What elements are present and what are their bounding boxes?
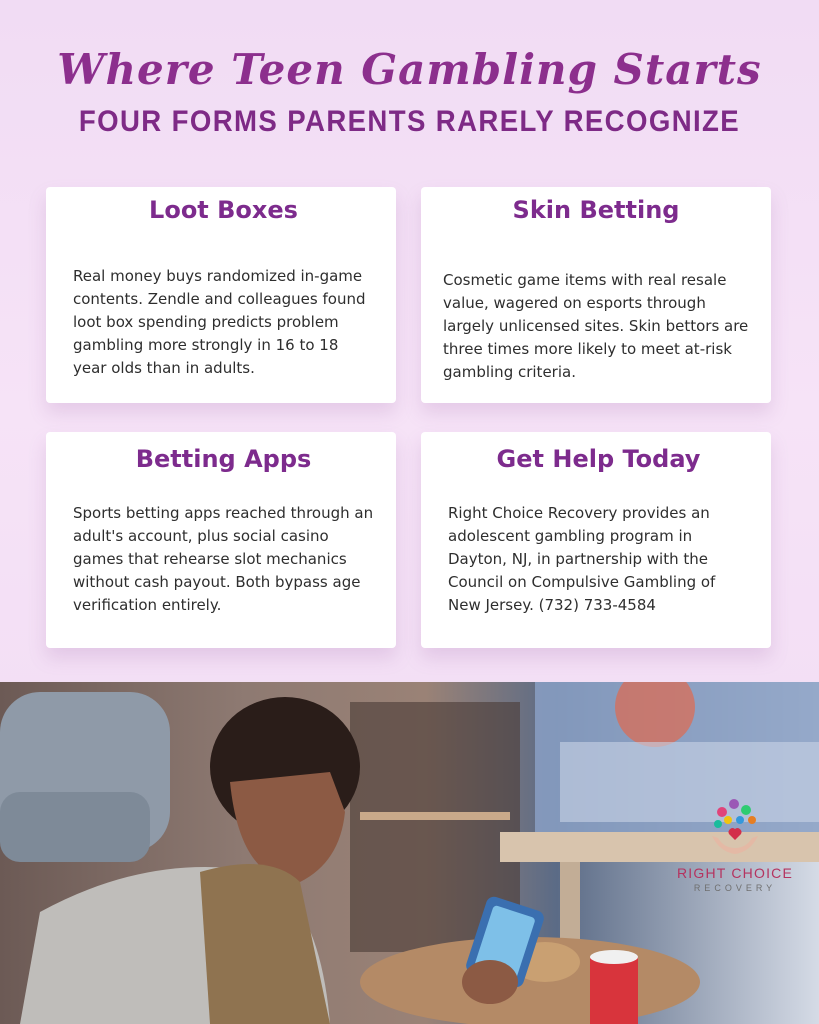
card-body: Sports betting apps reached through an adult's account, plus social casino games that rehearse slot mechanics without cash payout. Both bypass age verification entirely.: [73, 504, 374, 614]
logo-subtitle: RECOVERY: [693, 883, 777, 893]
card-title: Get Help Today: [496, 445, 701, 473]
card-loot-boxes: [46, 187, 396, 403]
page-subtitle: FOUR FORMS PARENTS RARELY RECOGNIZE: [78, 105, 741, 138]
logo-name: RIGHT CHOICE: [676, 865, 794, 881]
card-title: Skin Betting: [512, 196, 680, 224]
card-title: Betting Apps: [135, 445, 312, 473]
card-title: Loot Boxes: [149, 196, 298, 224]
brand-logo: [650, 790, 819, 894]
tree-hands-icon: [700, 790, 770, 860]
header: [0, 40, 819, 140]
card-body: Real money buys randomized in-game contents. Zendle and colleagues found loot box spending predicts problem gambling more strongly in 16 to 18 year olds than in adults.: [73, 267, 366, 377]
card-body: Right Choice Recovery provides an adolescent gambling program in Dayton, NJ, in partnership with the Council on Compulsive Gambling of New Jersey. (732) 733-4584: [448, 504, 716, 614]
card-body: Cosmetic game items with real resale value, wagered on esports through largely unlicensed sites. Skin bettors are three times more likely to meet at-risk gambling criteria.: [443, 271, 749, 381]
card-skin-betting: [421, 187, 771, 403]
page-title: Where Teen Gambling Starts: [57, 45, 762, 94]
card-get-help: [421, 432, 771, 648]
card-betting-apps: [46, 432, 396, 648]
